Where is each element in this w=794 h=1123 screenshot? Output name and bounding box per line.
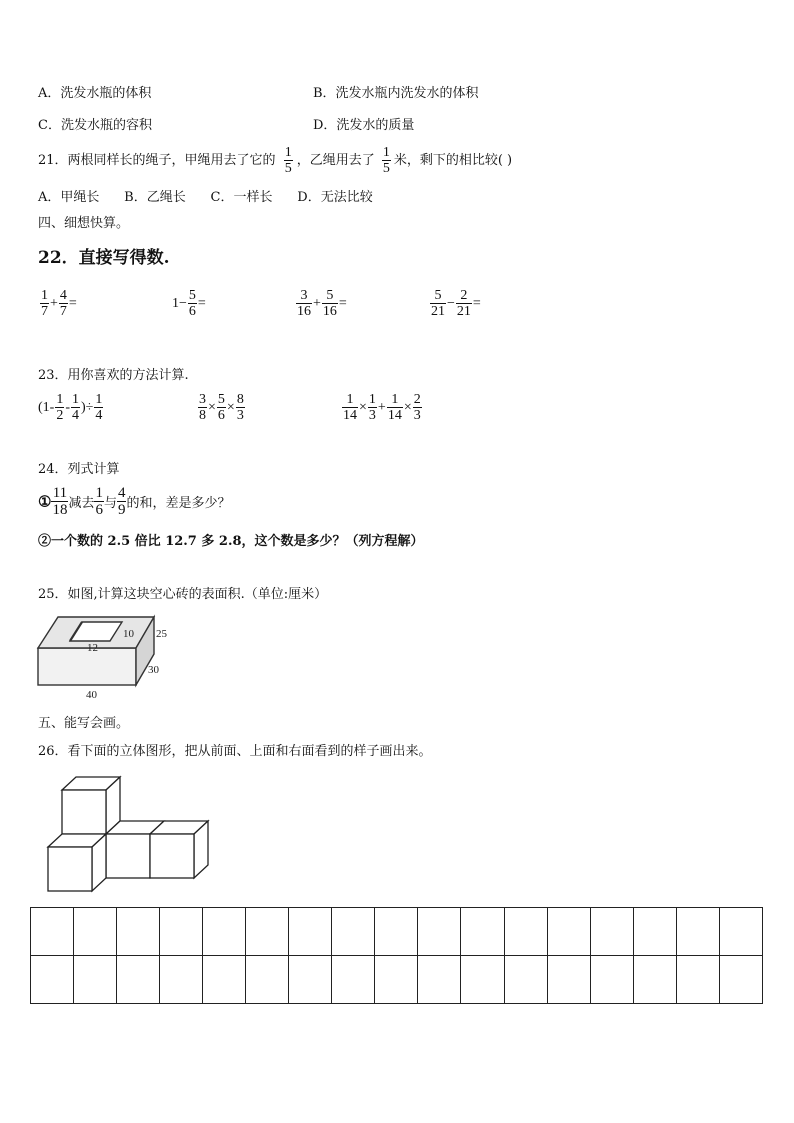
q24-part-2: ②一个数的 2.5 倍比 12.7 多 2.8，这个数是多少？（列方程解）	[38, 534, 424, 549]
q20-option-a: A．洗发水瓶的体积	[38, 86, 152, 101]
grid-cell	[332, 908, 375, 956]
q22-expr-2: 1− $\frac{5}{6}$ =	[172, 288, 206, 319]
q25-title: 25．如图,计算这块空心砖的表面积.（单位:厘米）	[38, 587, 328, 602]
grid-cell	[160, 908, 203, 956]
grid-cell	[332, 956, 375, 1004]
q22-title: 22．直接写得数.	[38, 248, 170, 268]
grid-cell	[461, 908, 504, 956]
grid-cell	[375, 908, 418, 956]
q21-text-c: 米，剩下的相比较( )	[393, 153, 513, 168]
grid-cell	[590, 956, 633, 1004]
fraction: $\frac{1}{5}$	[382, 145, 390, 176]
dim-label-length: 40	[86, 689, 97, 701]
grid-cell	[117, 956, 160, 1004]
cube-solid-figure	[40, 774, 210, 894]
grid-cell	[203, 908, 246, 956]
grid-cell	[719, 956, 762, 1004]
grid-cell	[504, 908, 547, 956]
grid-cell	[246, 956, 289, 1004]
grid-cell	[504, 956, 547, 1004]
q22-expr-3: $\frac{3}{16}$ + $\frac{5}{16}$ =	[297, 288, 347, 319]
grid-cell	[31, 956, 74, 1004]
grid-cell	[633, 956, 676, 1004]
grid-cell	[547, 908, 590, 956]
q23-expr-2: $\frac{3}{8}$ × $\frac{5}{6}$ × $\frac{8}{3}$	[199, 392, 244, 423]
grid-row	[31, 956, 763, 1004]
grid-cell	[461, 956, 504, 1004]
q24-part-1: ① $\frac{11}{18}$ 减去 $\frac{1}{6}$ 与 $\frac{4}{9}$ 的和，差是多少？	[38, 485, 231, 518]
grid-cell	[289, 956, 332, 1004]
grid-cell	[74, 956, 117, 1004]
grid-cell	[719, 908, 762, 956]
grid-cell	[246, 908, 289, 956]
q21-options: A．甲绳长 B．乙绳长 C．一样长 D．无法比较	[38, 190, 373, 205]
grid-cell	[117, 908, 160, 956]
grid-cell	[418, 956, 461, 1004]
q23-expr-3: $\frac{1}{14}$ × $\frac{1}{3}$ + $\frac{1}{14}$ × $\frac{2}{3}$	[343, 392, 421, 423]
q20-option-d: D．洗发水的质量	[313, 118, 415, 133]
grid-cell	[31, 908, 74, 956]
q23-title: 23．用你喜欢的方法计算.	[38, 368, 189, 383]
grid-cell	[375, 956, 418, 1004]
grid-cell	[203, 956, 246, 1004]
grid-cell	[547, 956, 590, 1004]
fraction: $\frac{1}{5}$	[284, 145, 292, 176]
grid-cell	[418, 908, 461, 956]
grid-cell	[633, 908, 676, 956]
q21-text-b: ，乙绳用去了	[296, 153, 375, 168]
dim-label-depth: 30	[148, 664, 159, 676]
grid-cell	[676, 908, 719, 956]
q26-title: 26．看下面的立体图形，把从前面、上面和右面看到的样子画出来。	[38, 744, 432, 759]
q21-question	[38, 145, 512, 176]
hollow-brick-figure	[30, 612, 180, 702]
q22-expr-4: $\frac{5}{21}$ − $\frac{2}{21}$ =	[431, 288, 481, 319]
grid-cell	[160, 956, 203, 1004]
grid-cell	[676, 956, 719, 1004]
dim-label-hole-length: 10	[123, 628, 134, 640]
grid-cell	[590, 908, 633, 956]
drawing-grid	[30, 907, 763, 1004]
dim-label-height: 25	[156, 628, 167, 640]
q22-expr-1: $\frac{1}{7}$ + $\frac{4}{7}$ =	[41, 288, 77, 319]
section-4-heading: 四、细想快算。	[38, 216, 130, 231]
q23-expr-1: (1- $\frac{1}{2}$ - $\frac{1}{4}$ )÷ $\frac{1}{4}$	[38, 392, 103, 423]
q24-title: 24．列式计算	[38, 462, 120, 477]
q20-option-b: B．洗发水瓶内洗发水的体积	[313, 86, 479, 101]
grid-cell	[74, 908, 117, 956]
grid-cell	[289, 908, 332, 956]
q21-text-a: 21．两根同样长的绳子，甲绳用去了它的	[38, 153, 276, 168]
grid-row	[31, 908, 763, 956]
q20-option-c: C．洗发水瓶的容积	[38, 118, 152, 133]
section-5-heading: 五、能写会画。	[38, 716, 130, 731]
dim-label-hole-width: 12	[87, 642, 98, 654]
